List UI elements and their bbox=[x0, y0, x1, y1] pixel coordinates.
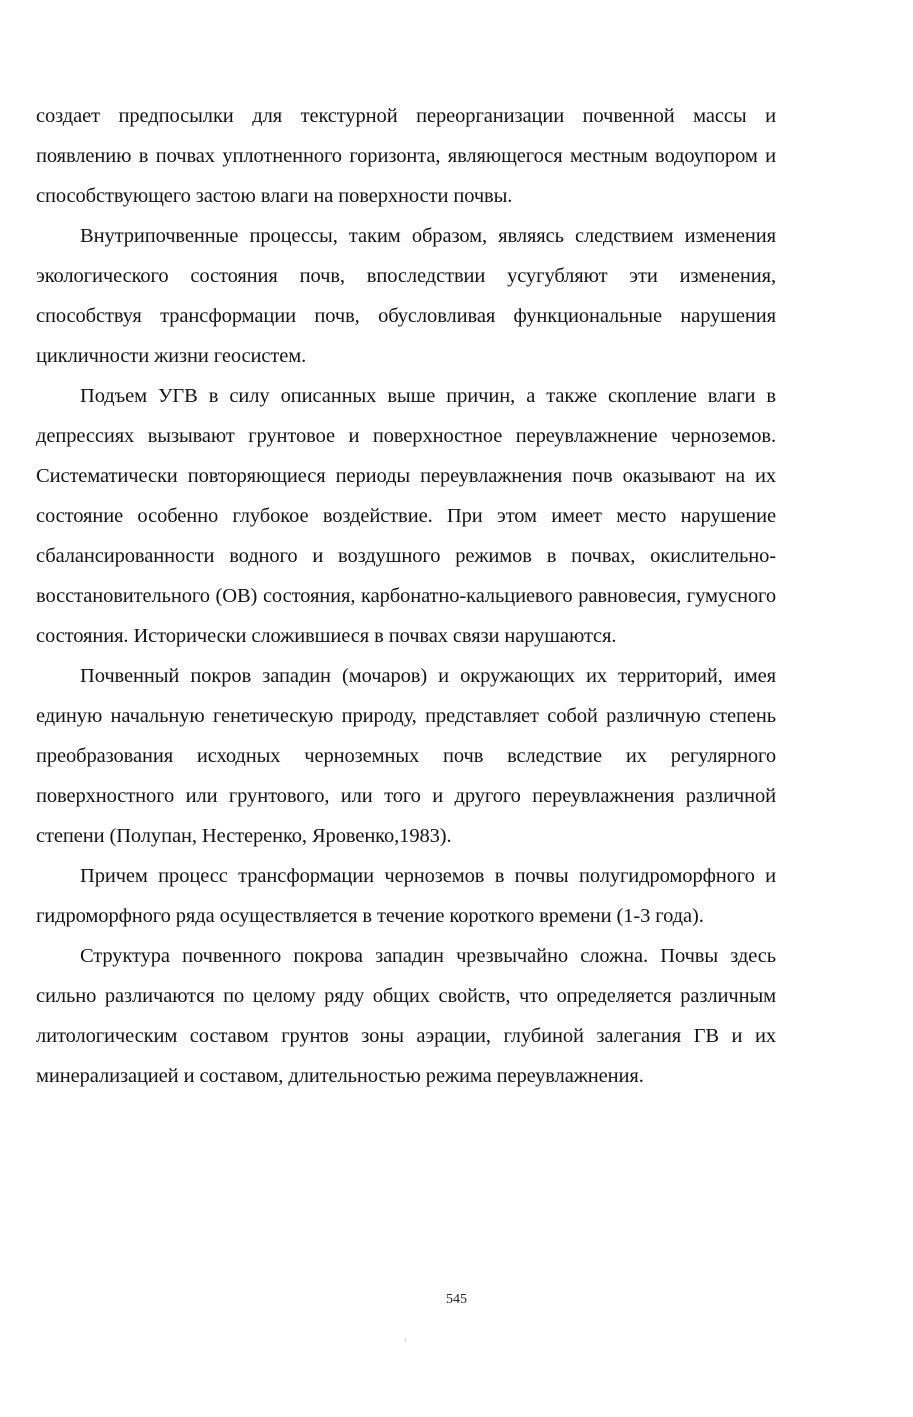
paragraph-5: Причем процесс трансформации черноземов в почвы полугидроморфного и гидроморфного ряда осуществляется в течение короткого времени (1-3 года). bbox=[36, 865, 776, 927]
scan-artifact-mark bbox=[405, 1338, 406, 1342]
page-number: 545 bbox=[446, 1292, 467, 1307]
paragraph-6: Структура почвенного покрова западин чрезвычайно сложна. Почвы здесь сильно различаются по целому ряду общих свойств, что определяется различным литологическим составом грунтов зоны аэрации, глубиной залегания ГВ и их минерализацией и составом, длительностью режима переувлажнения. bbox=[36, 945, 776, 1087]
paragraph-1: создает предпосылки для текстурной переорганизации почвенной массы и появлению в почвах уплотненного горизонта, являющегося местным водоупором и способствующего застою влаги на поверхности почвы. bbox=[36, 105, 776, 207]
paragraph-2: Внутрипочвенные процессы, таким образом, являясь следствием изменения экологического состояния почв, впоследствии усугубляют эти изменения, способствуя трансформации почв, обусловливая функциональные нарушения цикличности жизни геосистем. bbox=[36, 225, 776, 367]
paragraph-3: Подъем УГВ в силу описанных выше причин, а также скопление влаги в депрессиях вызывают грунтовое и поверхностное переувлажнение черноземов. Систематически повторяющиеся периоды переувлажнения почв оказывают на их состояние особенно глубокое воздействие. При этом имеет место нарушение сбалансированности водного и воздушного режимов в почвах, окислительно-восстановительного (ОВ) состояния, карбонатно-кальциевого равновесия, гумусного состояния. Исторически сложившиеся в почвах связи нарушаются. bbox=[36, 385, 776, 647]
body-text bbox=[36, 96, 776, 1096]
paragraph-4: Почвенный покров западин (мочаров) и окружающих их территорий, имея единую начальную генетическую природу, представляет собой различную степень преобразования исходных черноземных почв вследствие их регулярного поверхностного или грунтового, или того и другого переувлажнения различной степени (Полупан, Нестеренко, Яровенко,1983). bbox=[36, 665, 776, 847]
